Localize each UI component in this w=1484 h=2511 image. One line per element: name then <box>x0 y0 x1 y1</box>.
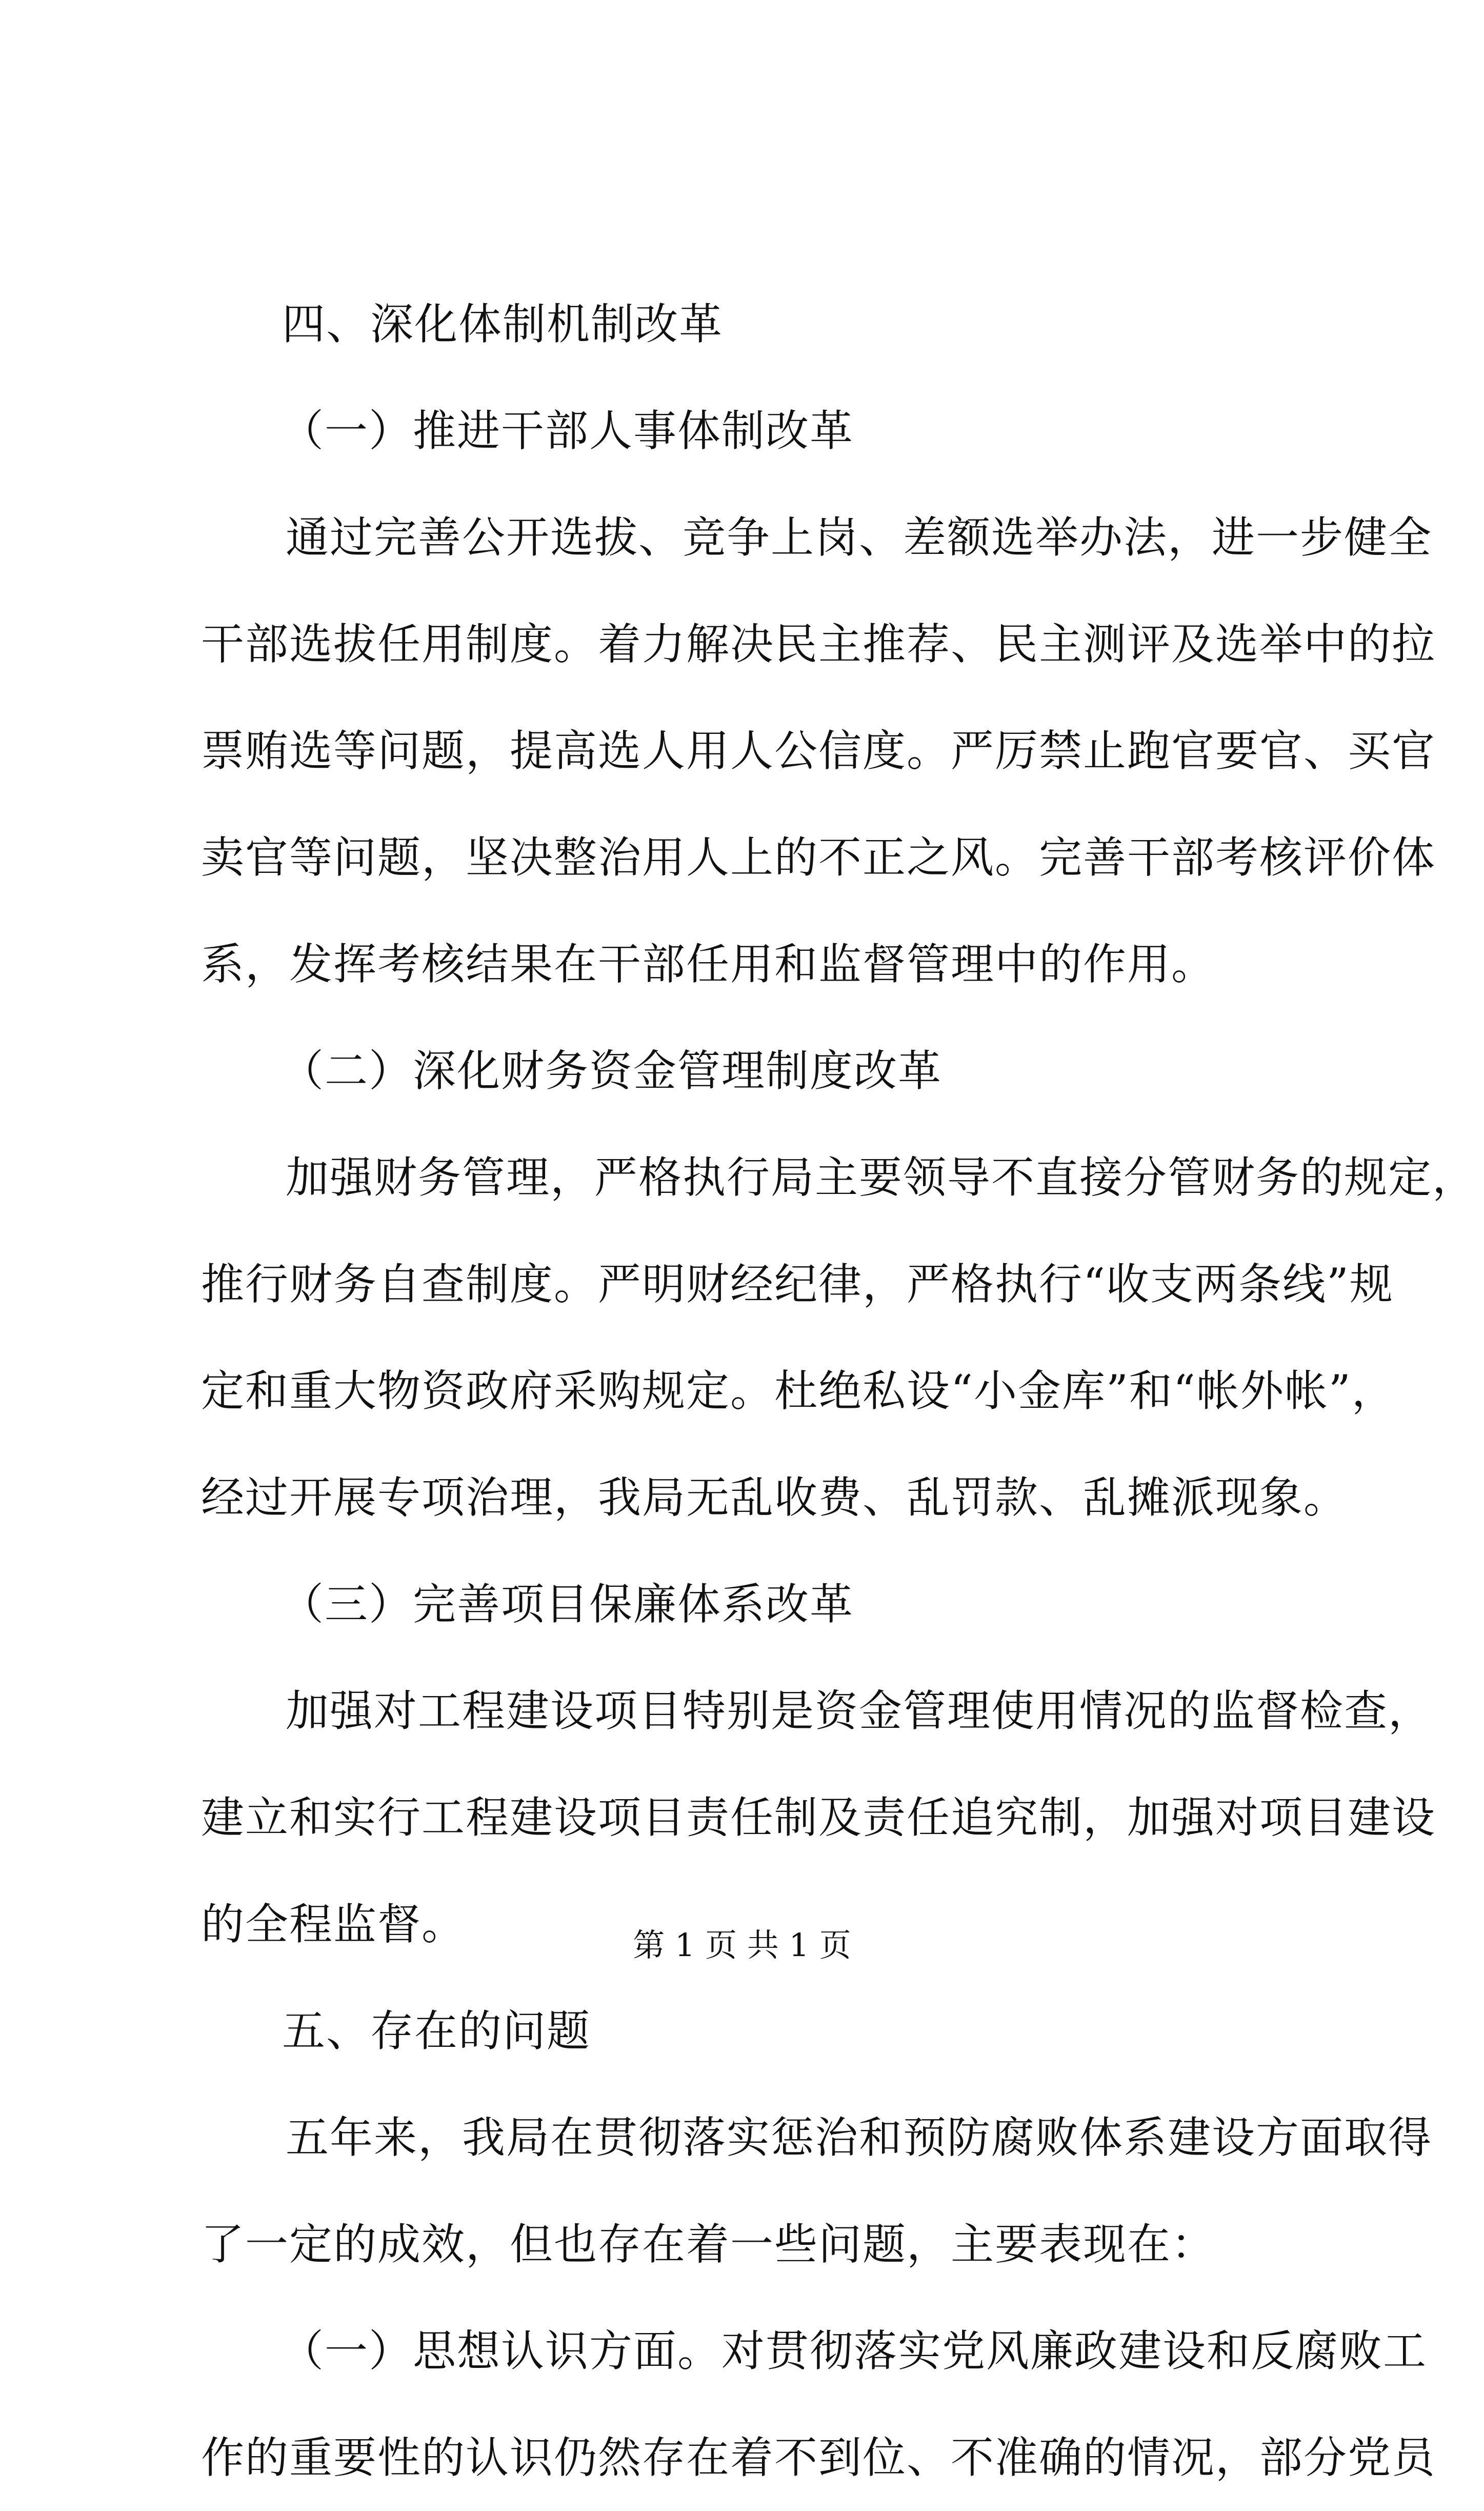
subsection-heading-3: （三）完善项目保廉体系改革 <box>280 1579 854 1629</box>
paragraph-line: 系，发挥考核结果在干部任用和监督管理中的作用。 <box>201 939 1216 989</box>
page-number-footer: 第 1 页 共 1 页 <box>633 1926 851 1964</box>
paragraph-line: 票贿选等问题，提高选人用人公信度。严厉禁止跑官要官、买官 <box>201 726 1436 776</box>
paragraph-line: 五年来，我局在贯彻落实惩治和预防腐败体系建设方面取得 <box>286 2113 1433 2163</box>
section-heading-4: 四、深化体制机制改革 <box>282 299 724 349</box>
paragraph-line: 通过完善公开选拔、竞争上岗、差额选举办法，进一步健全 <box>286 512 1433 563</box>
paragraph-line: 干部选拔任用制度。着力解决民主推荐、民主测评及选举中的拉 <box>201 619 1436 669</box>
paragraph-line: 建立和实行工程建设项目责任制及责任追究制，加强对项目建设 <box>201 1792 1436 1843</box>
paragraph-line: 加强对工程建设项目特别是资金管理使用情况的监督检查， <box>286 1686 1433 1736</box>
paragraph-line: 的全程监督。 <box>201 1899 466 1949</box>
subsection-heading-2: （二）深化财务资金管理制度改革 <box>280 1046 942 1096</box>
subsection-heading-1: （一）推进干部人事体制改革 <box>280 406 854 456</box>
paragraph-line: 推行财务自查制度。严明财经纪律，严格执行“收支两条线”规 <box>201 1259 1394 1309</box>
section-heading-5: 五、存在的问题 <box>282 2006 591 2056</box>
paragraph-line: 定和重大物资政府采购规定。杜绝私设“小金库”和“帐外帐”， <box>201 1366 1396 1416</box>
paragraph-line: 卖官等问题，坚决整治用人上的不正之风。完善干部考核评价体 <box>201 832 1436 883</box>
paragraph-line: （一）思想认识方面。对贯彻落实党风廉政建设和反腐败工 <box>280 2326 1428 2376</box>
paragraph-line: 了一定的成效，但也存在着一些问题，主要表现在： <box>201 2219 1216 2269</box>
document-body <box>201 271 1477 2511</box>
paragraph-line: 经过开展专项治理，我局无乱收费、乱罚款、乱摊派现象。 <box>201 1472 1348 1523</box>
paragraph-line: 作的重要性的认识仍然存在着不到位、不准确的情况，部分党员 <box>201 2433 1436 2483</box>
paragraph-line: 加强财务管理，严格执行局主要领导不直接分管财务的规定， <box>286 1152 1477 1203</box>
